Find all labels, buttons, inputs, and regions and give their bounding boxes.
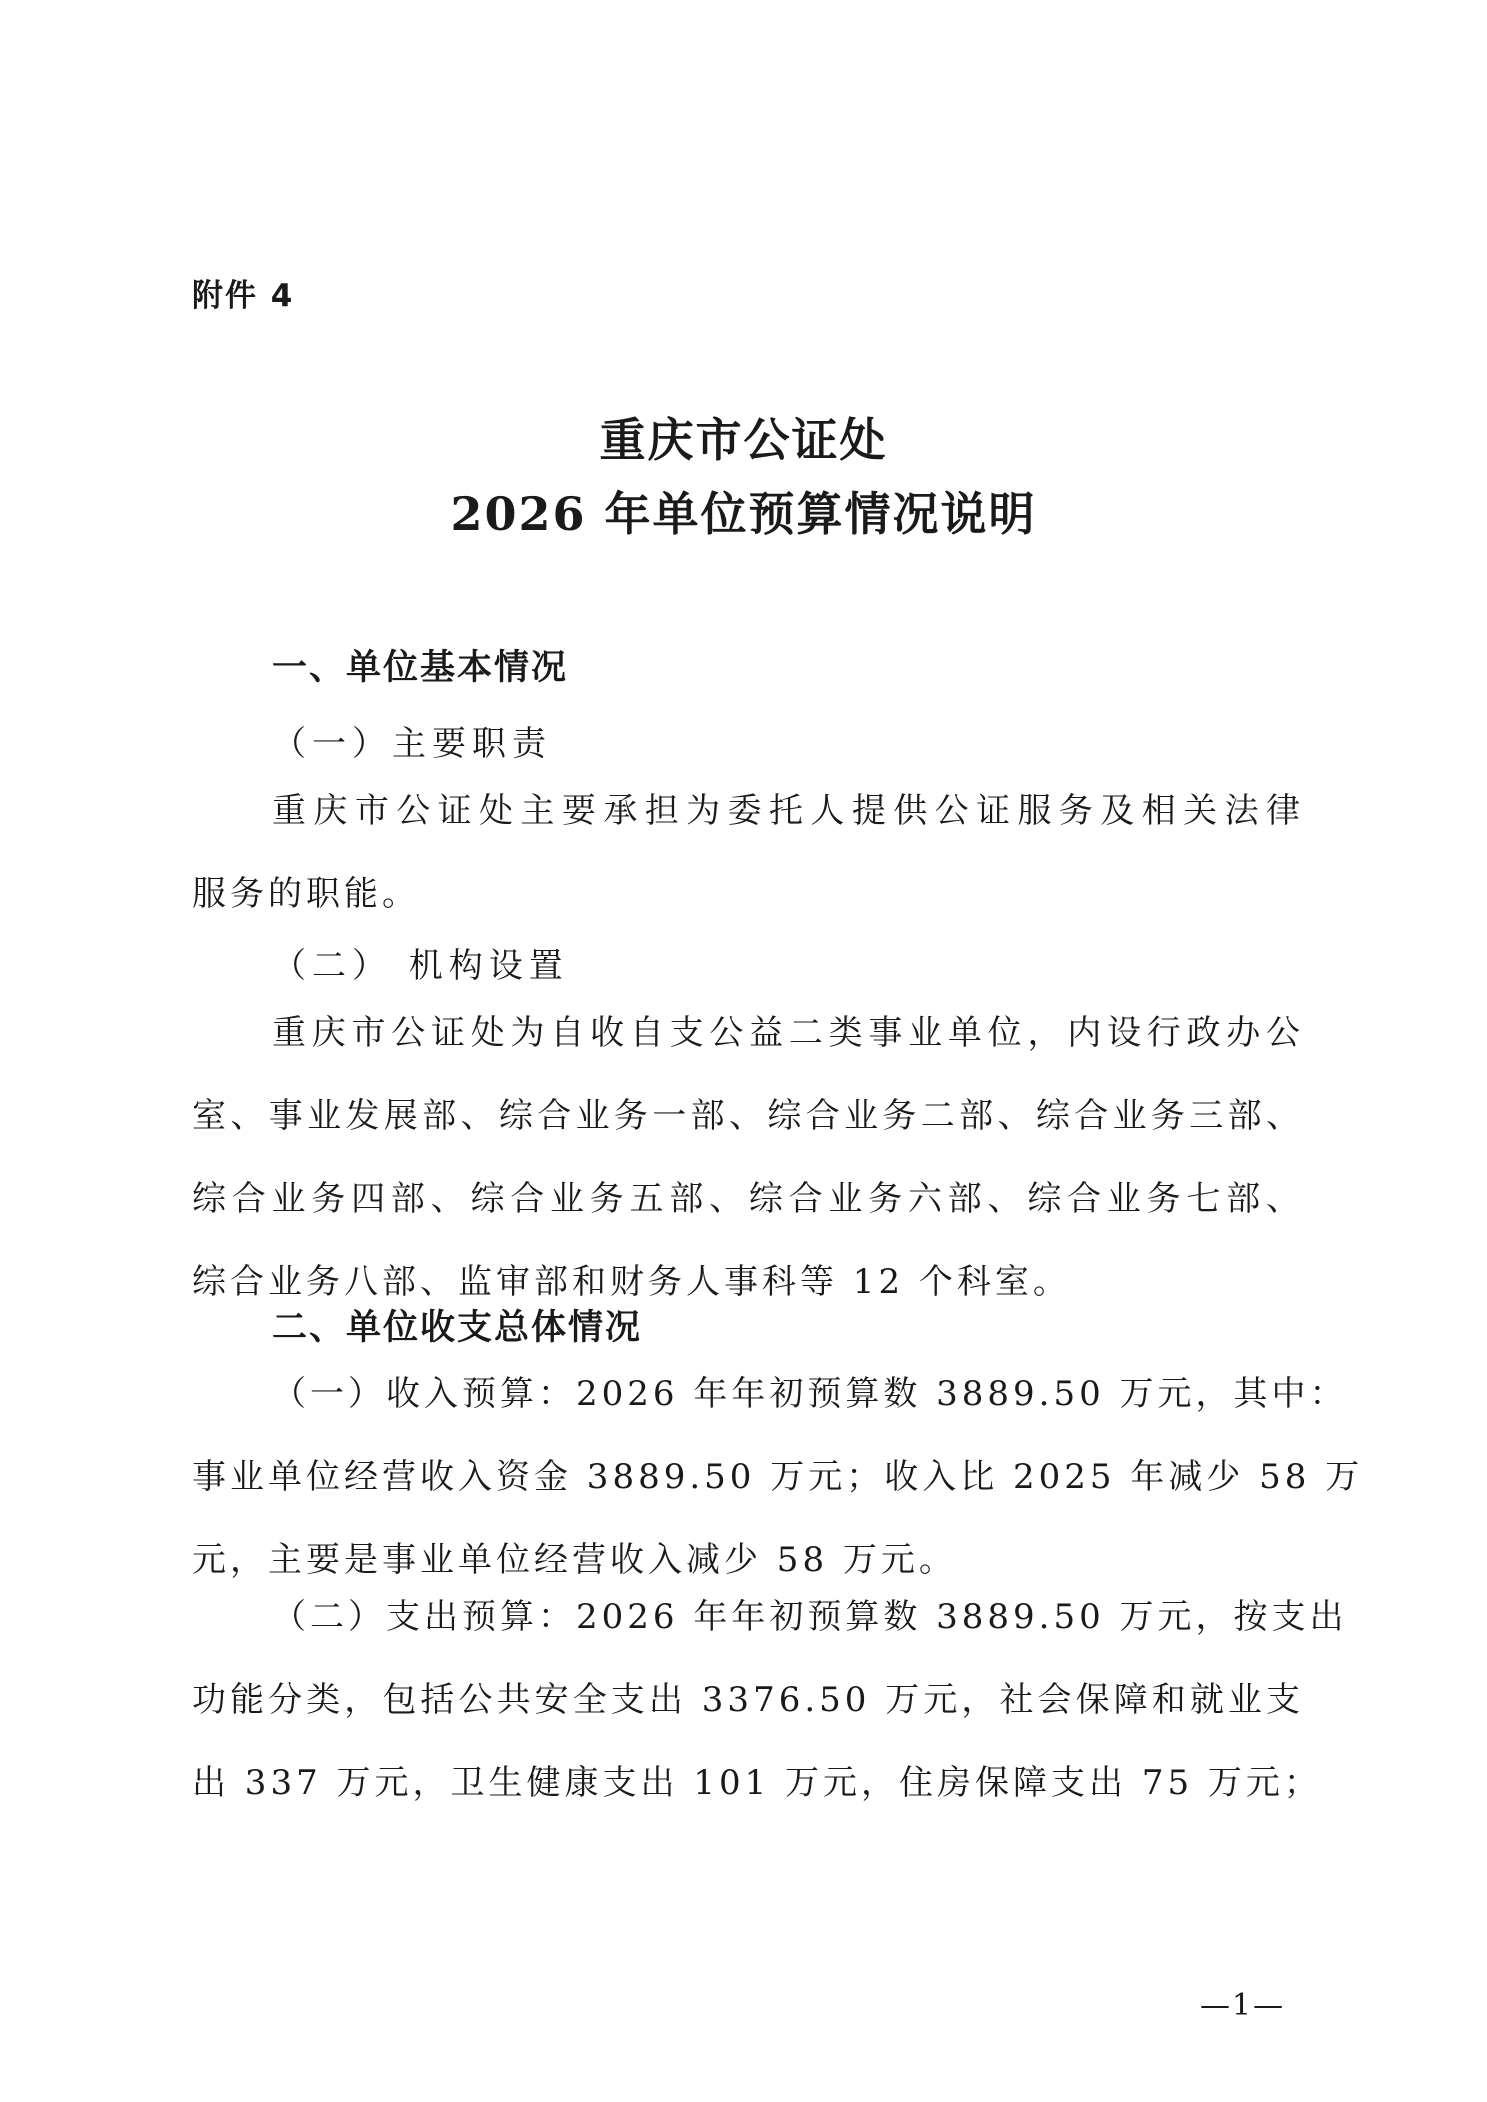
paragraph-line: 室、事业发展部、综合业务一部、综合业务二部、综合业务三部、	[192, 1096, 1304, 1136]
paragraph-line: 出 337 万元，卫生健康支出 101 万元，住房保障支出 75 万元；	[192, 1763, 1322, 1803]
paragraph-line: 综合业务四部、综合业务五部、综合业务六部、综合业务七部、	[192, 1179, 1304, 1219]
section2-heading: 二、单位收支总体情况	[272, 1308, 643, 1348]
section1-sub2-paragraph	[192, 992, 1304, 1324]
paragraph-line: 事业单位经营收入资金 3889.50 万元；收入比 2025 年减少 58 万	[192, 1457, 1364, 1497]
document-title-line1: 重庆市公证处	[599, 413, 888, 467]
attachment-label: 附件 4	[192, 278, 295, 314]
section1-sub1-paragraph	[192, 770, 1304, 936]
section2-expense-paragraph	[192, 1576, 1348, 1825]
paragraph-line: 重庆市公证处主要承担为委托人提供公证服务及相关法律	[272, 791, 1304, 831]
paragraph-line: 元，主要是事业单位经营收入减少 58 万元。	[192, 1540, 957, 1580]
paragraph-line: 综合业务八部、监审部和财务人事科等 12 个科室。	[192, 1262, 1071, 1302]
paragraph-line: 功能分类，包括公共安全支出 3376.50 万元，社会保障和就业支	[192, 1680, 1304, 1720]
document-title-line2: 2026 年单位预算情况说明	[450, 487, 1037, 541]
paragraph-line: 重庆市公证处为自收自支公益二类事业单位，内设行政办公	[272, 1013, 1304, 1053]
paragraph-line: 服务的职能。	[192, 874, 420, 914]
section1-heading: 一、单位基本情况	[272, 648, 569, 688]
page-number: —1—	[1200, 1988, 1286, 2023]
section2-income-paragraph	[192, 1353, 1364, 1602]
paragraph-line: （二）支出预算：2026 年年初预算数 3889.50 万元，按支出	[272, 1597, 1348, 1637]
section1-sub2-heading: （二） 机构设置	[272, 946, 569, 986]
section1-sub1-heading: （一）主要职责	[272, 724, 552, 764]
paragraph-line: （一）收入预算：2026 年年初预算数 3889.50 万元，其中：	[272, 1374, 1348, 1414]
